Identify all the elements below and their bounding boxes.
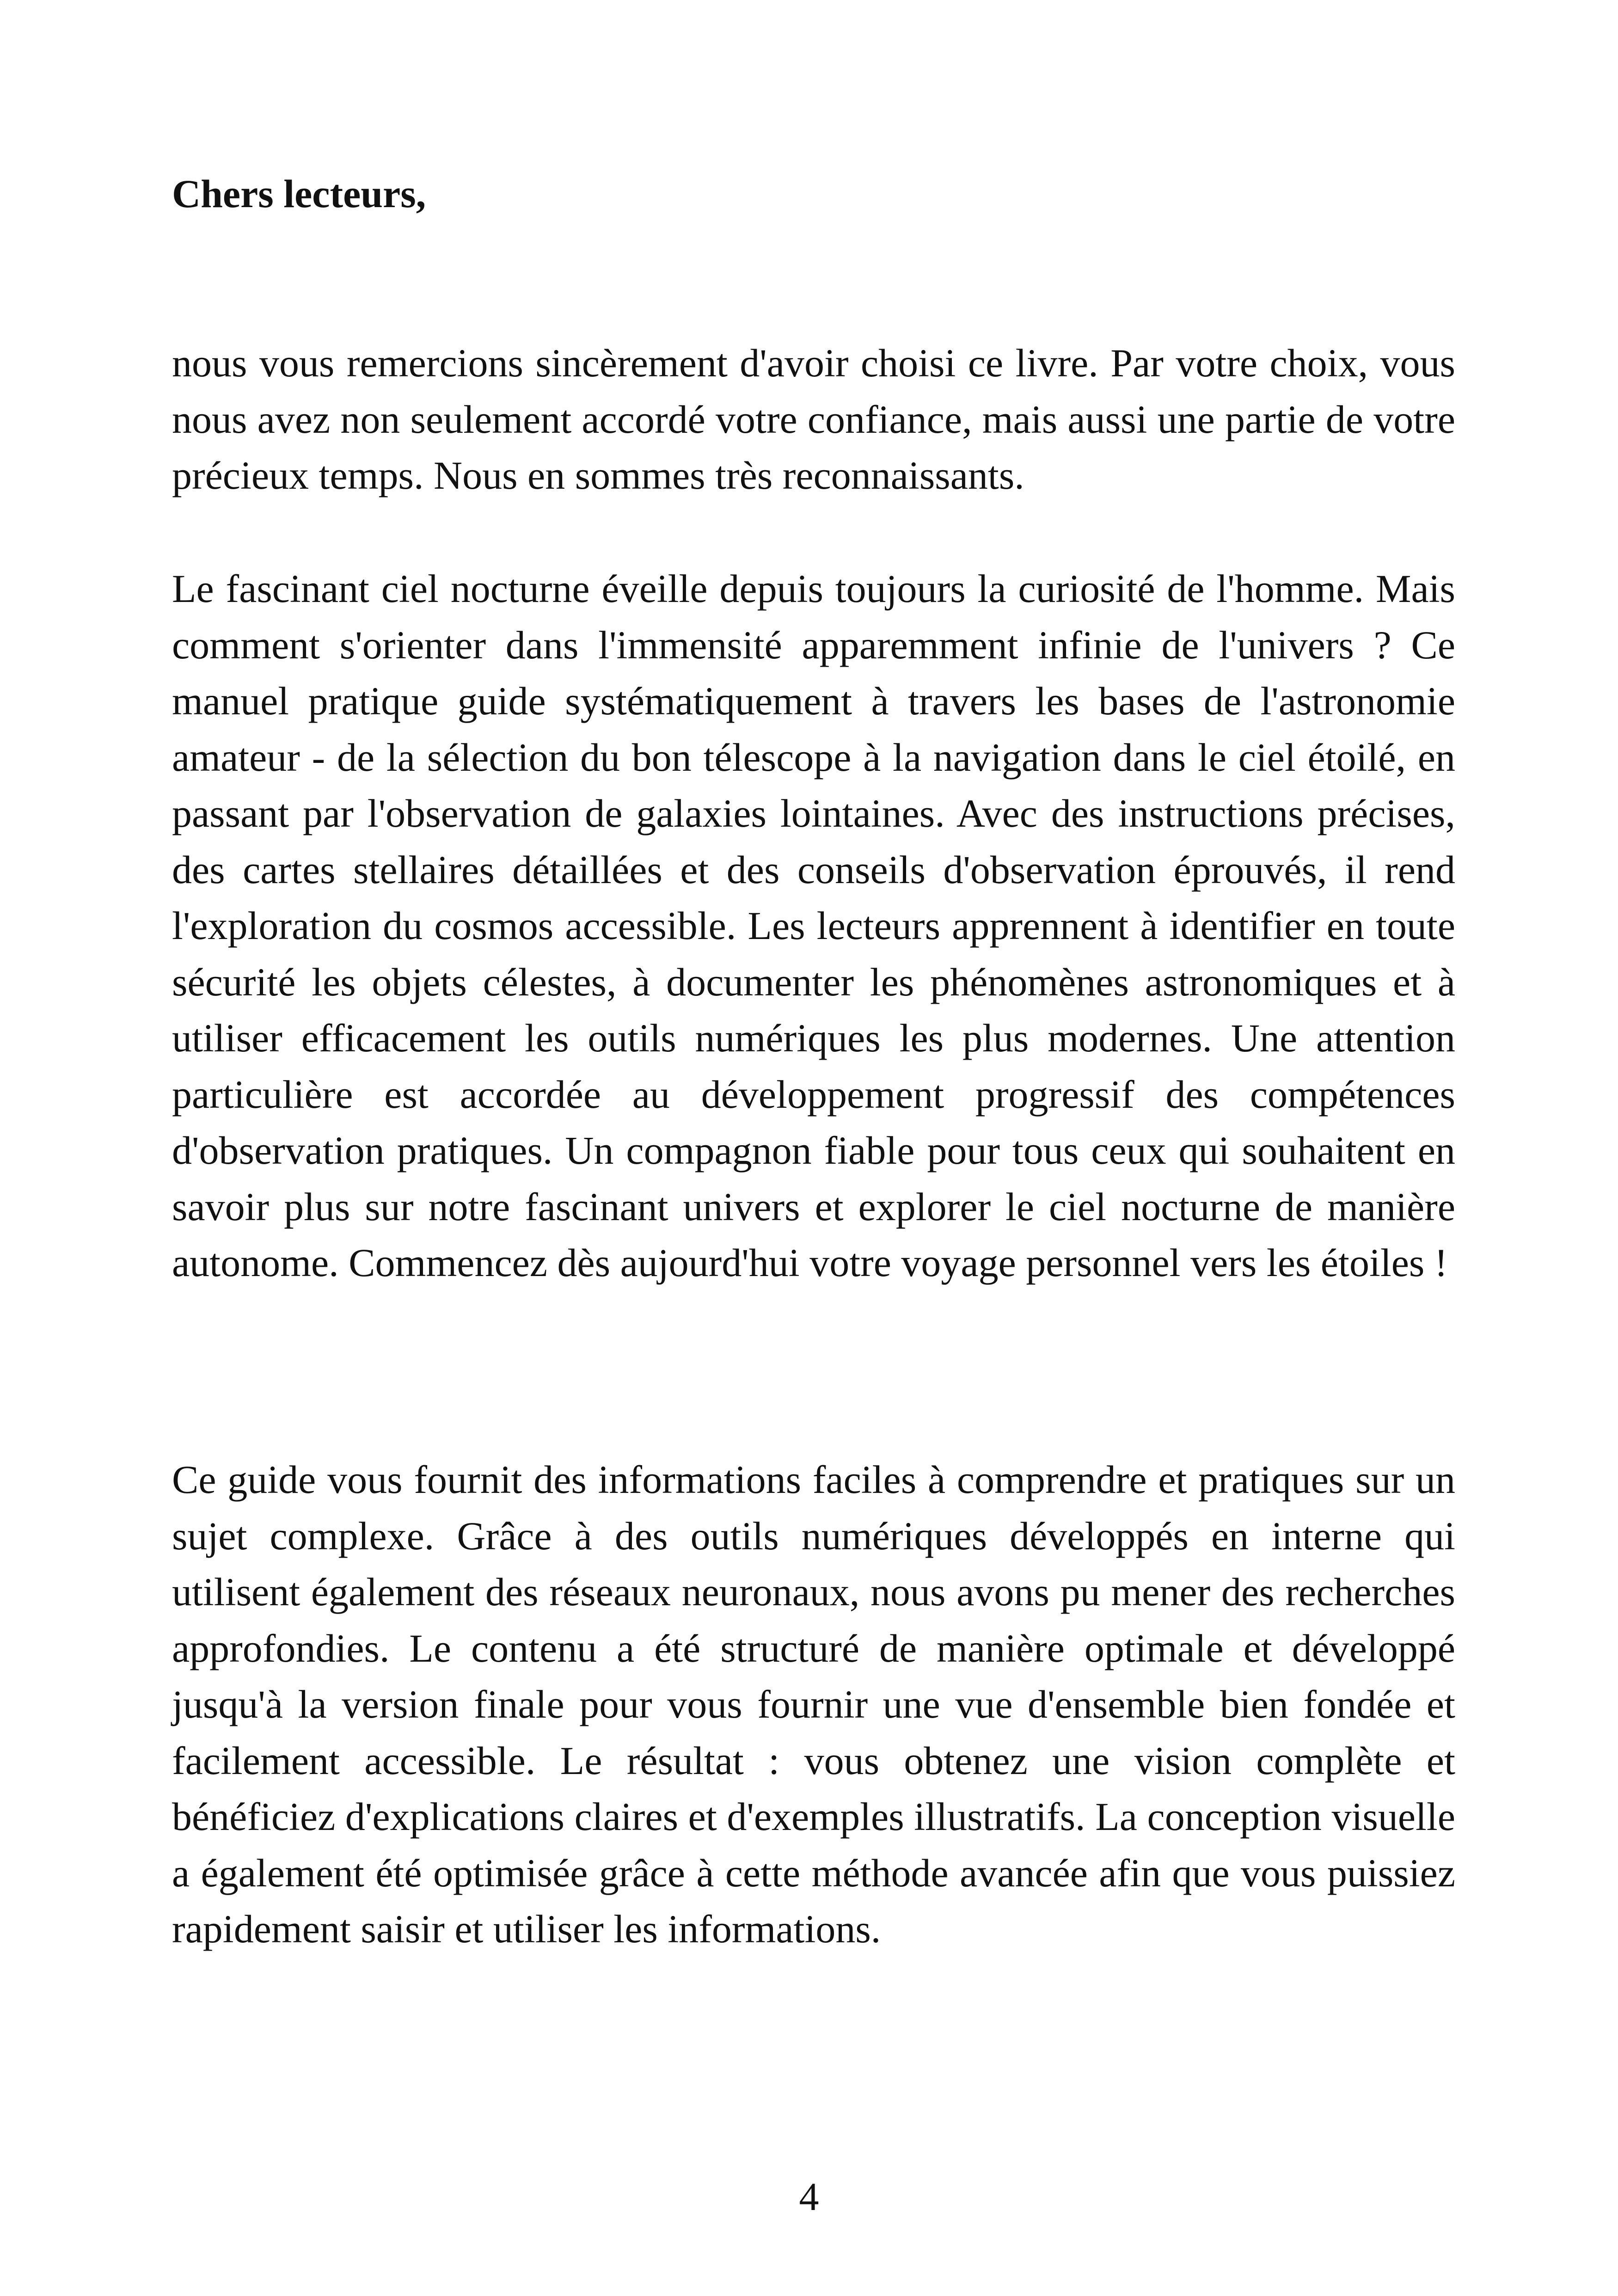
paragraph-book-description: Le fascinant ciel nocturne éveille depuis toujours la curiosité de l'homme. Mais comment s'orienter dans l'immensité apparemment infinie de l'univers ? Ce manuel pratique guide systématiquement à travers les bases de l'astronomie amateur - de la sélection du bon télescope à la navigation dans le ciel étoilé, en passant par l'observation de galaxies lointaines. Avec des instructions précises, des cartes stellaires détaillées et des conseils d'observation éprouvés, il rend l'exploration du cosmos accessible. Les lecteurs apprennent à identifier en toute sécurité les objets célestes, à documenter les phénomènes astronomiques et à utiliser efficacement les outils numériques les plus modernes. Une attention particulière est accordée au développement progressif des compétences d'observation pratiques. Un compagnon fiable pour tous ceux qui souhaitent en savoir plus sur notre fascinant univers et explorer le ciel nocturne de manière autonome. Commencez dès aujourd'hui votre voyage personnel vers les étoiles ! — [172, 566, 1455, 1285]
paragraph-guide-method: Ce guide vous fournit des informations faciles à comprendre et pratiques sur un sujet complexe. Grâce à des outils numériques développés en interne qui utilisent également des réseaux neuronaux, nous avons pu mener des recherches approfondies. Le contenu a été structuré de manière optimale et développé jusqu'à la version finale pour vous fournir une vue d'ensemble bien fondée et facilement accessible. Le résultat : vous obtenez une vision complète et bénéficiez d'explications claires et d'exemples illustratifs. La conception visuelle a également été optimisée grâce à cette méthode avancée afin que vous puissiez rapidement saisir et utiliser les informations. — [172, 1457, 1455, 1951]
page-heading: Chers lecteurs, — [172, 172, 426, 216]
page-number: 4 — [799, 2174, 819, 2219]
paragraph-thanks: nous vous remercions sincèrement d'avoir choisi ce livre. Par votre choix, vous nous avez non seulement accordé votre confiance, mais aussi une partie de votre précieux temps. Nous en sommes très reconnaissants. — [172, 341, 1455, 497]
